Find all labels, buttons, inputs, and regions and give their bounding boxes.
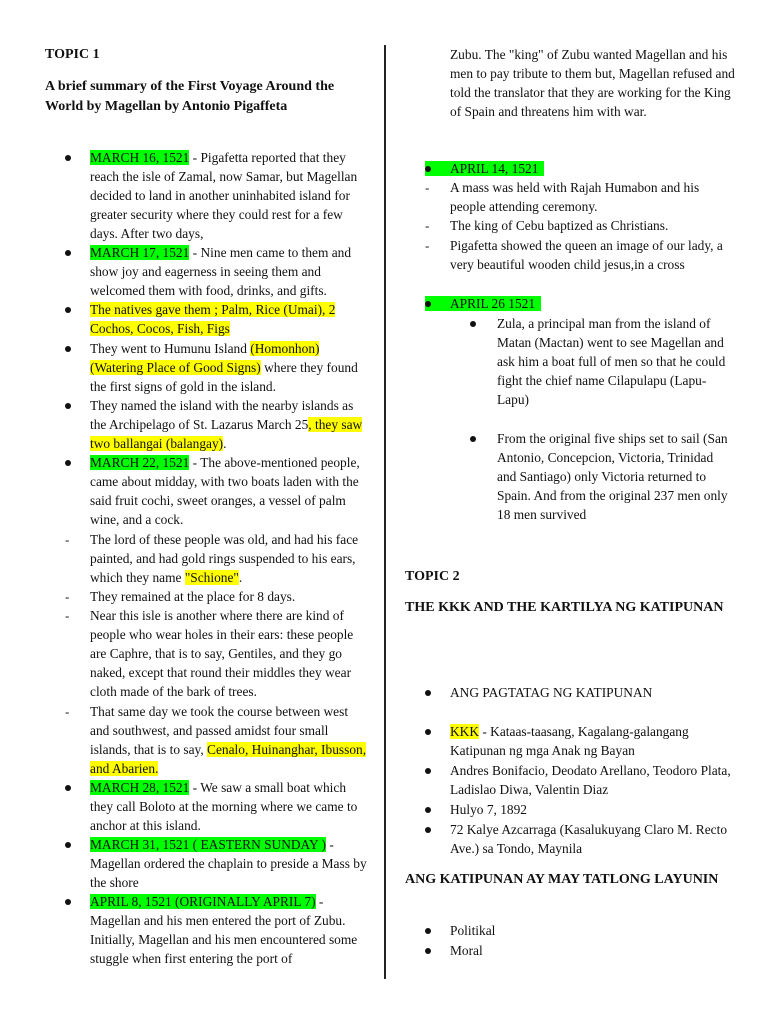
item-text: Moral: [450, 943, 483, 958]
list-item: [45, 300, 370, 338]
item-text: Zula, a principal man from the island of Matan (Mactan) went to see Magellan and ask him a boat full of men so that he could fight the chief name Cilapulapu (Lapu-Lapu): [497, 316, 726, 407]
continued-paragraph: [405, 45, 735, 121]
list-item: [405, 941, 735, 960]
item-text: - We saw a small boat which they call Boloto at the morning where we came to anchor at this island.: [90, 780, 358, 833]
date-highlight: MARCH 16, 1521: [90, 150, 190, 165]
list-item: [405, 761, 735, 799]
sub-list-item: [405, 314, 735, 409]
date-highlight: APRIL 26 1521: [425, 296, 541, 311]
bullet-icon: [405, 941, 435, 954]
bullet-icon: [450, 314, 480, 327]
item-text: .: [223, 436, 227, 451]
bullet-icon: [405, 761, 435, 774]
list-item: [45, 892, 370, 968]
item-text: Pigafetta showed the queen an image of our lady, a very beautiful wooden child jesus,in a cross: [450, 238, 723, 272]
date-highlight: MARCH 22, 1521: [90, 455, 190, 470]
list-item: [405, 820, 735, 858]
bullet-icon: [45, 243, 75, 256]
bullet-icon: [405, 159, 435, 172]
bullet-icon: [405, 722, 435, 735]
item-text: The lord of these people was old, and had his face painted, and had gold rings suspended to his ears, which they name: [90, 532, 359, 585]
list-item: [45, 453, 370, 529]
list-item: [45, 606, 370, 701]
item-text: - Pigafetta reported that they reach the isle of Zamal, now Samar, but Magellan decided to land in another uninhabited island for greater security where they could rest for a few days. After two days,: [90, 150, 358, 241]
item-text: Near this isle is another where there are kind of people who wear holes in their ears: these people are Caphre, that is to say, Gentiles, and they go naked, except that round their middles they wear cloth made of the bark of trees.: [90, 608, 354, 699]
item-text: - Nine men came to them and show joy and eagerness in seeing them and welcomed them with food, drinks, and gifts.: [90, 245, 352, 298]
topic1-title: A brief summary of the First Voyage Around the World by Magellan by Antonio Pigaffeta: [45, 79, 335, 114]
highlighted-text: Cenalo, Huinanghar, Ibusson, and Abarien.: [90, 742, 367, 776]
section-heading: ANG KATIPUNAN AY MAY TATLONG LAYUNIN: [405, 872, 719, 887]
date-highlight: APRIL 8, 1521 (ORIGINALLY APRIL 7): [90, 894, 316, 909]
date-highlight: MARCH 31, 1521 ( EASTERN SUNDAY ): [90, 837, 326, 852]
highlighted-text: The natives gave them ; Palm, Rice (Umai), 2 Cochos, Cocos, Fish, Figs: [90, 302, 336, 336]
list-item: [405, 683, 735, 702]
list-item: [45, 243, 370, 300]
bullet-icon: [405, 294, 435, 307]
list-item: [45, 587, 370, 606]
item-text: Andres Bonifacio, Deodato Arellano, Teodoro Plata, Ladislao Diwa, Valentin Diaz: [450, 763, 731, 797]
list-item: [45, 339, 370, 396]
item-text: They named the island with the nearby islands as the Archipelago of St. Lazarus March 25: [90, 398, 354, 432]
sub-list-item: [405, 429, 735, 524]
list-item: [45, 396, 370, 453]
dash-icon: [45, 530, 75, 549]
bullet-icon: [45, 300, 75, 313]
continued-text: Zubu. The "king" of Zubu wanted Magellan and his men to pay tribute to them but, Magellan refused and told the translator that they are working for the King of Spain and threatens him with war.: [450, 47, 735, 119]
bullet-icon: [450, 429, 480, 442]
list-item-dash: [405, 216, 735, 235]
item-text: The king of Cebu baptized as Christians.: [450, 218, 669, 233]
topic2-title: THE KKK AND THE KARTILYA NG KATIPUNAN: [405, 600, 724, 615]
date-highlight: APRIL 14, 1521: [425, 161, 544, 176]
item-text: A mass was held with Rajah Humabon and his people attending ceremony.: [450, 180, 700, 214]
bullet-icon: [405, 921, 435, 934]
item-text: Hulyo 7, 1892: [450, 802, 527, 817]
topic2-label: TOPIC 2: [405, 569, 460, 584]
bullet-icon: [45, 148, 75, 161]
dash-icon: [45, 606, 75, 625]
bullet-icon: [45, 892, 75, 905]
item-text: - The above-mentioned people, came about midday, with two boats laden with the said fruit cochi, sweet oranges, a vessel of palm wine, and a cock.: [90, 455, 360, 527]
list-item-april-14: [405, 159, 735, 178]
bullet-icon: [45, 835, 75, 848]
list-item: [405, 921, 735, 940]
list-item-dash: [405, 236, 735, 274]
list-item: [45, 778, 370, 835]
item-text: They remained at the place for 8 days.: [90, 589, 296, 604]
bullet-icon: [45, 396, 75, 409]
bullet-icon: [405, 683, 435, 696]
item-text: ANG PAGTATAG NG KATIPUNAN: [450, 685, 653, 700]
highlighted-text: , they saw two ballangai (balangay): [90, 417, 363, 451]
dash-icon: [405, 178, 435, 197]
highlighted-text: "Schione": [184, 570, 239, 585]
list-item-april-26: [405, 294, 735, 313]
dash-icon: [45, 587, 75, 606]
list-item: [45, 148, 370, 243]
dash-icon: [405, 236, 435, 255]
list-item: [405, 800, 735, 819]
item-text: 72 Kalye Azcarraga (Kasalukuyang Claro M. Recto Ave.) sa Tondo, Maynila: [450, 822, 728, 856]
list-item: [45, 702, 370, 778]
item-text: - Magellan and his men entered the port of Zubu. Initially, Magellan and his men encountered some stuggle when first entering the port of: [90, 894, 358, 966]
bullet-icon: [45, 778, 75, 791]
kkk-highlight: KKK: [450, 724, 480, 739]
date-highlight: MARCH 28, 1521: [90, 780, 190, 795]
topic1-label: TOPIC 1: [45, 47, 100, 62]
highlighted-text: (Homonhon) (Watering Place of Good Signs): [90, 341, 320, 375]
list-item-dash: [405, 178, 735, 216]
item-text: where they found the first signs of gold in the island.: [90, 360, 358, 394]
item-text: They went to Humunu Island: [90, 341, 251, 356]
list-item: [405, 722, 735, 760]
date-highlight: MARCH 17, 1521: [90, 245, 190, 260]
list-item: [45, 835, 370, 892]
column-divider: [384, 45, 386, 979]
item-text: That same day we took the course between west and southwest, and passed amidst four small islands, that is to say,: [90, 704, 349, 757]
dash-icon: [45, 702, 75, 721]
bullet-icon: [405, 820, 435, 833]
bullet-icon: [405, 800, 435, 813]
list-item: [45, 530, 370, 587]
item-text: Politikal: [450, 923, 496, 938]
bullet-icon: [45, 339, 75, 352]
item-text: From the original five ships set to sail (San Antonio, Concepcion, Victoria, Trinidad and Santiago) only Victoria returned to Spain. And from the original 237 men only 18 men survived: [497, 431, 728, 522]
bullet-icon: [45, 453, 75, 466]
item-text: .: [238, 570, 243, 585]
item-text: - Kataas-taasang, Kagalang-galangang Katipunan ng mga Anak ng Bayan: [450, 724, 689, 758]
item-text: - Magellan ordered the chaplain to preside a Mass by the shore: [90, 837, 367, 890]
dash-icon: [405, 216, 435, 235]
